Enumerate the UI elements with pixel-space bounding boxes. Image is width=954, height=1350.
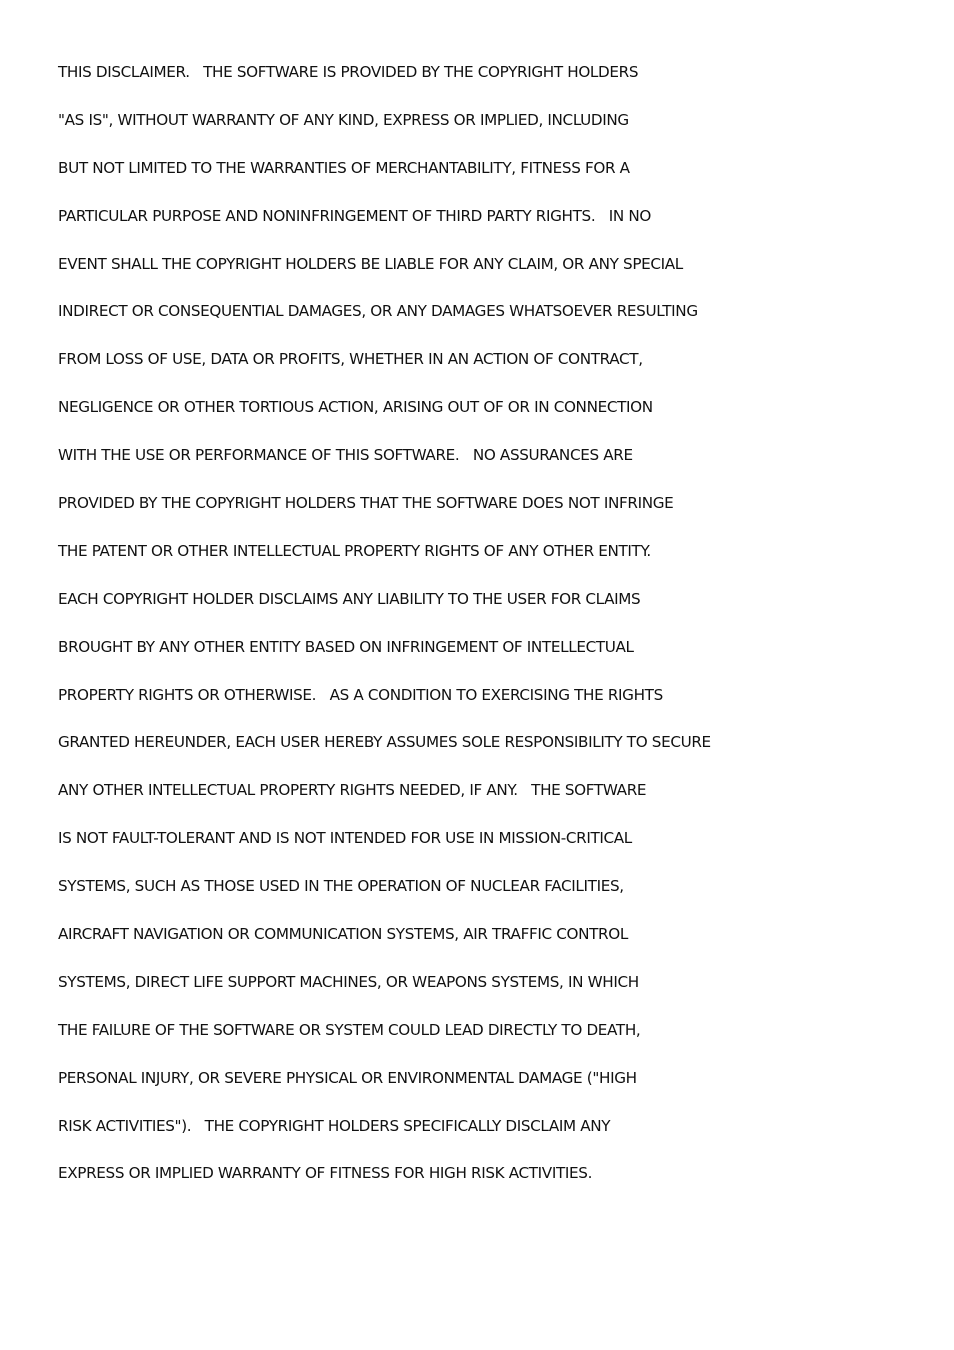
text-line: PERSONAL INJURY, OR SEVERE PHYSICAL OR ENVIRONMENTAL DAMAGE ("HIGH — [58, 1068, 637, 1087]
text-line: THE PATENT OR OTHER INTELLECTUAL PROPERTY RIGHTS OF ANY OTHER ENTITY. — [58, 541, 651, 560]
text-line: THIS DISCLAIMER. THE SOFTWARE IS PROVIDED BY THE COPYRIGHT HOLDERS — [58, 63, 639, 81]
text-line: AIRCRAFT NAVIGATION OR COMMUNICATION SYSTEMS, AIR TRAFFIC CONTROL — [58, 925, 628, 944]
disclaimer-text — [58, 58, 918, 1207]
text-line: SYSTEMS, DIRECT LIFE SUPPORT MACHINES, OR WEAPONS SYSTEMS, IN WHICH — [58, 972, 639, 991]
text-line: PROVIDED BY THE COPYRIGHT HOLDERS THAT THE SOFTWARE DOES NOT INFRINGE — [58, 494, 674, 513]
text-line: FROM LOSS OF USE, DATA OR PROFITS, WHETHER IN AN ACTION OF CONTRACT, — [58, 350, 643, 369]
text-line: EXPRESS OR IMPLIED WARRANTY OF FITNESS FOR HIGH RISK ACTIVITIES. — [58, 1164, 593, 1183]
text-line: ANY OTHER INTELLECTUAL PROPERTY RIGHTS NEEDED, IF ANY. THE SOFTWARE — [58, 781, 647, 800]
text-line: EACH COPYRIGHT HOLDER DISCLAIMS ANY LIABILITY TO THE USER FOR CLAIMS — [58, 589, 641, 608]
text-line: INDIRECT OR CONSEQUENTIAL DAMAGES, OR ANY DAMAGES WHATSOEVER RESULTING — [58, 302, 698, 321]
text-line: BUT NOT LIMITED TO THE WARRANTIES OF MERCHANTABILITY, FITNESS FOR A — [58, 158, 630, 177]
text-line: "AS IS", WITHOUT WARRANTY OF ANY KIND, EXPRESS OR IMPLIED, INCLUDING — [58, 110, 629, 129]
text-line: PROPERTY RIGHTS OR OTHERWISE. AS A CONDITION TO EXERCISING THE RIGHTS — [58, 685, 663, 704]
text-line: BROUGHT BY ANY OTHER ENTITY BASED ON INFRINGEMENT OF INTELLECTUAL — [58, 637, 634, 656]
text-line: SYSTEMS, SUCH AS THOSE USED IN THE OPERATION OF NUCLEAR FACILITIES, — [58, 877, 624, 896]
text-line: IS NOT FAULT-TOLERANT AND IS NOT INTENDED FOR USE IN MISSION-CRITICAL — [58, 829, 632, 848]
text-line: NEGLIGENCE OR OTHER TORTIOUS ACTION, ARISING OUT OF OR IN CONNECTION — [58, 398, 653, 417]
text-line: PARTICULAR PURPOSE AND NONINFRINGEMENT OF THIRD PARTY RIGHTS. IN NO — [58, 206, 651, 225]
text-line: GRANTED HEREUNDER, EACH USER HEREBY ASSUMES SOLE RESPONSIBILITY TO SECURE — [58, 733, 711, 752]
text-line: RISK ACTIVITIES"). THE COPYRIGHT HOLDERS SPECIFICALLY DISCLAIM ANY — [58, 1116, 611, 1135]
text-line: THE FAILURE OF THE SOFTWARE OR SYSTEM COULD LEAD DIRECTLY TO DEATH, — [58, 1020, 641, 1039]
text-line: EVENT SHALL THE COPYRIGHT HOLDERS BE LIABLE FOR ANY CLAIM, OR ANY SPECIAL — [58, 254, 683, 273]
text-line: WITH THE USE OR PERFORMANCE OF THIS SOFTWARE. NO ASSURANCES ARE — [58, 446, 633, 465]
